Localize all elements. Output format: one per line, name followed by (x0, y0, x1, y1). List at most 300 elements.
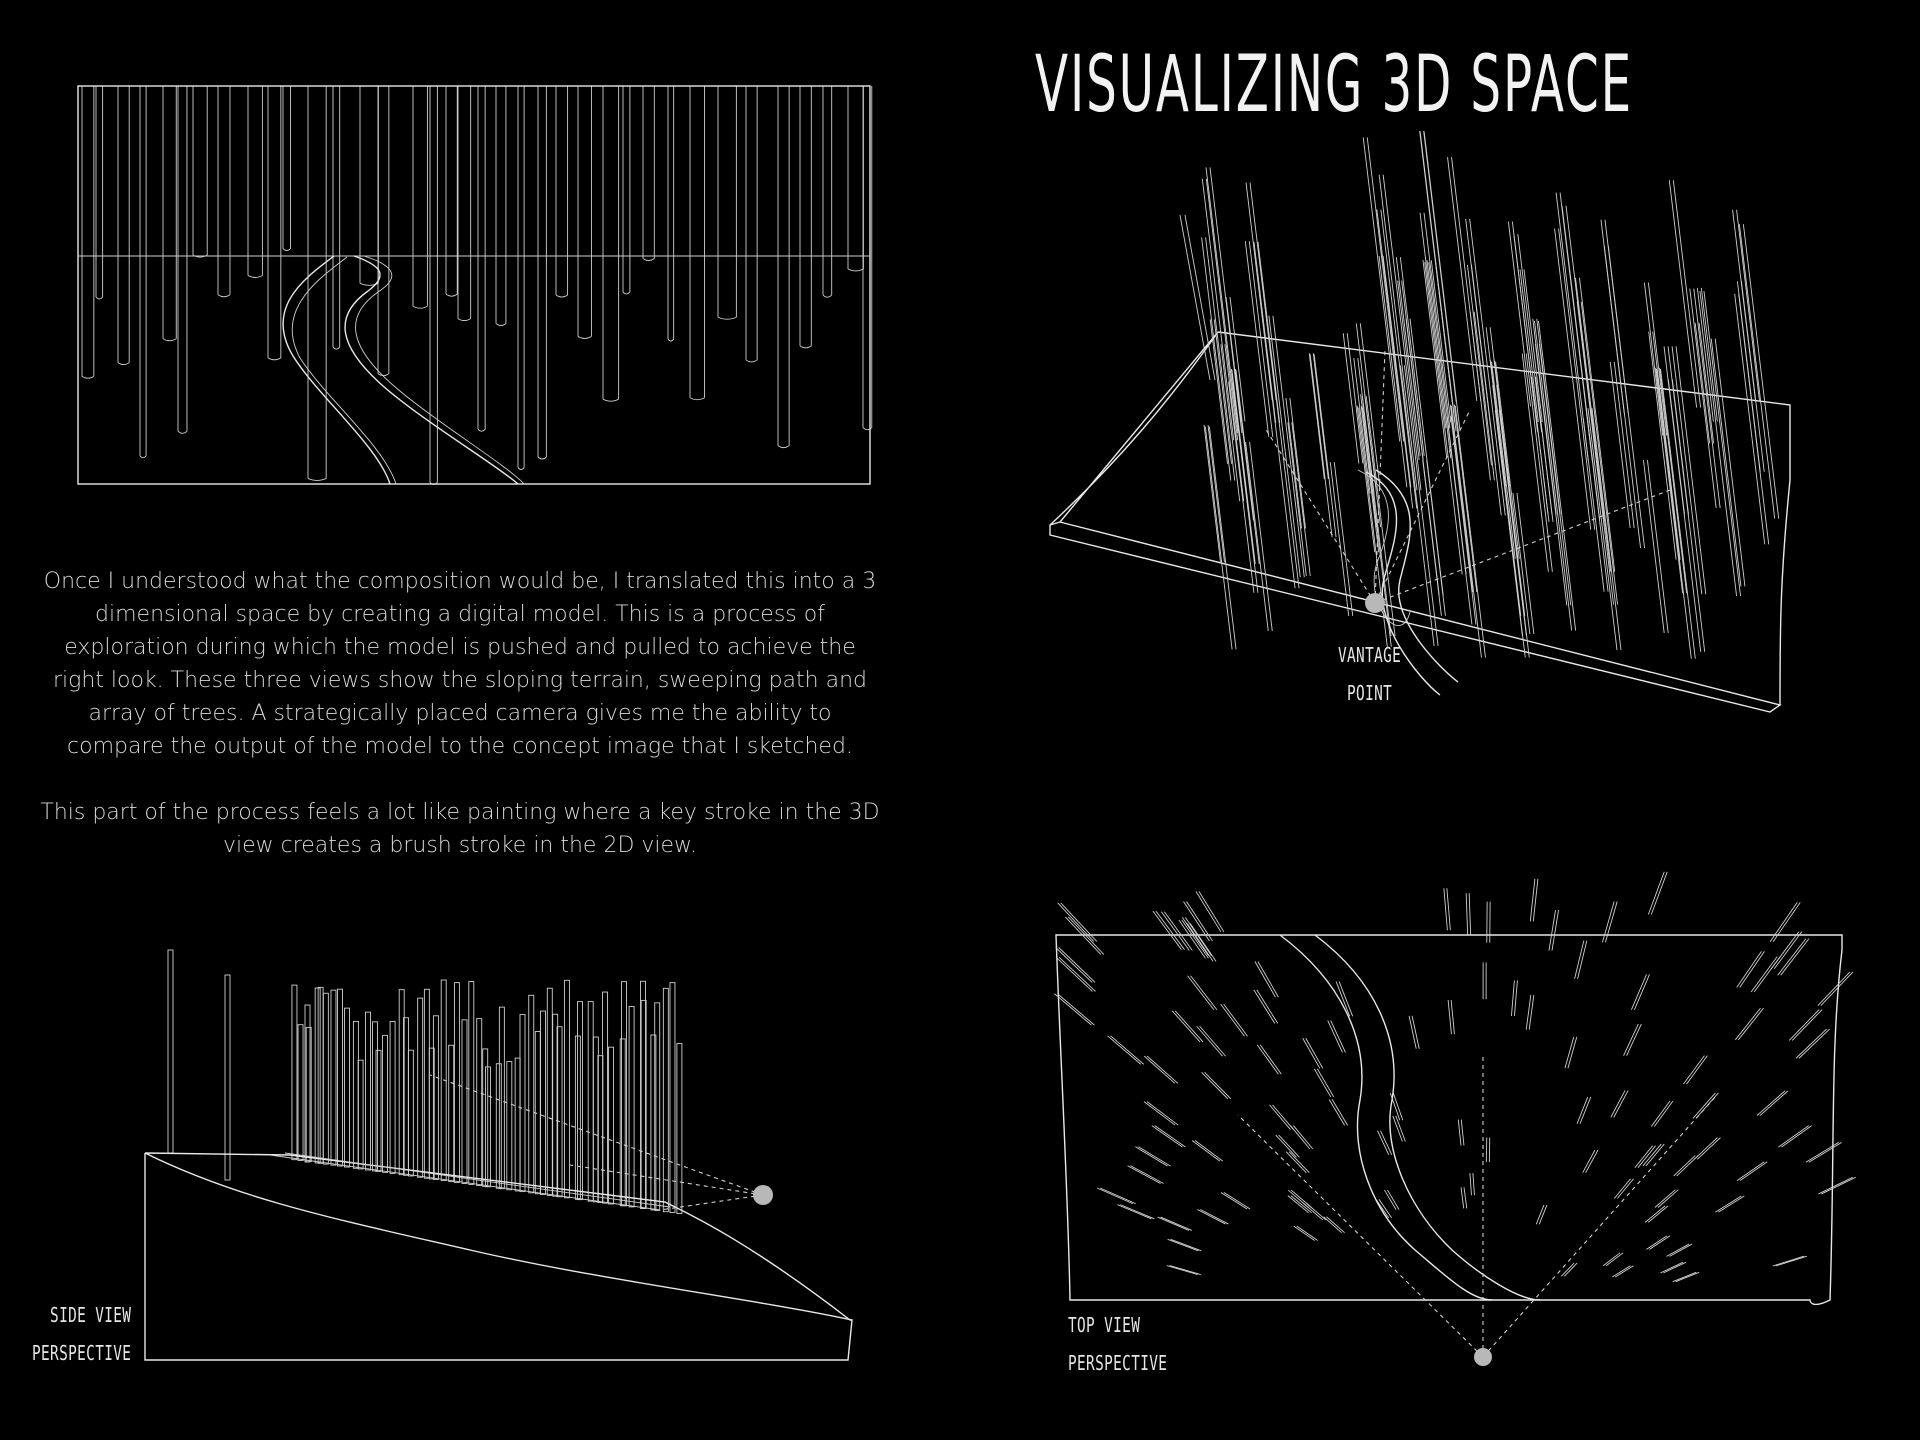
tree-pole (622, 982, 627, 1206)
side-label-line1: SIDE VIEW (50, 1303, 132, 1327)
tree-base (458, 319, 471, 321)
tree-pole (1210, 167, 1242, 433)
tree-pole (323, 993, 328, 1164)
tree-stick (1605, 902, 1617, 943)
tree-pole (1455, 406, 1485, 658)
tree-stick (1602, 902, 1614, 943)
tree-stick (1057, 994, 1094, 1025)
tree-stick (1171, 1239, 1202, 1250)
tree-pole (1347, 333, 1363, 463)
tree-pole (1343, 333, 1359, 463)
tree-base (668, 339, 674, 341)
tree-base (800, 346, 811, 348)
tree-base (178, 431, 187, 433)
tree-pole (1250, 183, 1276, 400)
tree-stick (1221, 1193, 1247, 1209)
tree-pole (168, 950, 173, 1153)
tree-stick (1444, 888, 1448, 930)
tree-base (163, 339, 176, 341)
tree-pole (1254, 242, 1276, 423)
tree-pole (1694, 289, 1720, 509)
tree-pole (1427, 460, 1446, 616)
tree-pole (564, 980, 569, 1197)
top-label-line2: PERSPECTIVE (1068, 1351, 1168, 1375)
side-label-line2: PERSPECTIVE (32, 1341, 132, 1365)
tree-stick (1303, 1203, 1323, 1220)
tree-base (848, 269, 863, 271)
tree-stick (1771, 932, 1799, 969)
tree-pole (424, 989, 429, 1178)
tree-pole (1739, 224, 1774, 518)
tree-pole (1246, 442, 1269, 631)
tree-stick (1511, 980, 1514, 1016)
tree-pole (315, 988, 320, 1163)
tree-stick (1182, 920, 1209, 958)
tree-pole (1286, 398, 1302, 528)
tree-stick (1760, 1091, 1788, 1116)
paragraph-1: Once I understood what the composition would be, I translated this into a 3 dimensional space by creating a digital model. This is a process of exploration during which the model is pushed and pulled to achieve the right look. These three views show the sloping terrain, sweeping path and array of trees. A strategically placed camera gives me the ability to compare the output of the model to the concept image that I sketched. (43, 569, 877, 759)
tree-stick (1631, 974, 1646, 1009)
tree-stick (1138, 1147, 1170, 1166)
tree-pole (1314, 354, 1336, 537)
tree-stick (1583, 1150, 1595, 1173)
tree-base (218, 295, 230, 297)
tree-stick (1617, 1179, 1633, 1199)
tree-pole (1648, 283, 1666, 436)
tree-pole (337, 989, 342, 1166)
tree-pole (1649, 332, 1676, 560)
tree-stick (1328, 1021, 1343, 1053)
tree-stick (1152, 1126, 1183, 1147)
tree-stick (1737, 1162, 1764, 1181)
tree-pole (1539, 321, 1576, 631)
tree-pole (1231, 369, 1249, 520)
tree-pole (1470, 219, 1506, 515)
tree-pole (376, 1050, 381, 1171)
tree-pole (1210, 319, 1227, 463)
tree-stick (1056, 947, 1093, 982)
tree-base (82, 376, 94, 378)
paragraph-2: This part of the process feels a lot like painting where a key stroke in the 3D view creates a brush stroke in the 2D view. (40, 800, 880, 858)
tree-stick (1809, 1142, 1842, 1162)
tree-pole (1235, 369, 1253, 520)
tree-stick (1306, 1203, 1326, 1220)
tree-pole (1690, 289, 1716, 509)
tree-base (283, 249, 290, 251)
tree-pole (292, 985, 297, 1160)
tree-stick (1294, 1226, 1315, 1240)
tree-stick (1586, 1150, 1598, 1173)
tree-stick (1197, 1026, 1223, 1056)
tree-stick (1135, 1147, 1167, 1166)
tree-pole (1454, 405, 1477, 593)
tree-pole (390, 1021, 395, 1173)
tree-stick (1580, 1097, 1591, 1124)
tree-pole (1383, 175, 1421, 490)
tree-stick (1270, 1105, 1291, 1130)
tree-stick (1161, 912, 1189, 951)
tree-stick (1059, 957, 1096, 991)
tree-pole (344, 1008, 349, 1167)
tree-stick (1144, 1056, 1175, 1083)
tree-pole (1647, 460, 1668, 633)
tree-pole (1577, 302, 1613, 605)
tree-pole (1514, 234, 1538, 432)
tree-pole (418, 998, 423, 1177)
tree-pole (1535, 344, 1566, 606)
tree-pole (677, 1044, 682, 1214)
tree-stick (1697, 1138, 1720, 1160)
tree-pole (1735, 294, 1765, 544)
side-view-label (32, 1296, 131, 1372)
tree-stick (1147, 1056, 1178, 1083)
tree-stick (1202, 1072, 1228, 1098)
tree-stick (1674, 1156, 1696, 1176)
tree-stick (1781, 1126, 1811, 1148)
tree-pole (1309, 353, 1324, 479)
tree-base (518, 468, 524, 470)
top-view-label (1068, 1306, 1167, 1382)
tree-pole (372, 1022, 377, 1171)
tree-stick (1466, 893, 1468, 935)
tree-pole (1556, 193, 1588, 461)
tree-base (690, 398, 705, 400)
tree-stick (1461, 1120, 1464, 1146)
tree-pole (331, 990, 336, 1165)
tree-stick (1649, 1236, 1670, 1250)
tree-base (268, 358, 281, 360)
tree-stick (1097, 1188, 1132, 1204)
tree-stick (1615, 1266, 1633, 1277)
tree-stick (1387, 1190, 1399, 1210)
tree-stick (1718, 1196, 1744, 1212)
tree-stick (1658, 1190, 1678, 1208)
tree-stick (1447, 888, 1451, 930)
tree-stick (1224, 1193, 1250, 1209)
tree-pole (1451, 416, 1476, 624)
tree-stick (1789, 1010, 1819, 1041)
tree-pole (663, 988, 668, 1211)
tree-stick (1774, 932, 1802, 969)
tree-pole (1204, 425, 1220, 562)
tree-base (538, 457, 546, 459)
tree-stick (1205, 1072, 1231, 1098)
tree-base (118, 363, 129, 365)
tree-stick (1634, 974, 1649, 1009)
tree-pole (1246, 183, 1272, 400)
tree-stick (1757, 1091, 1785, 1116)
tree-pole (520, 1015, 525, 1192)
tree-pole (499, 1007, 504, 1189)
tree-stick (1654, 1101, 1673, 1126)
vantage-label-line2: POINT (1347, 681, 1393, 705)
tree-stick (1111, 1036, 1144, 1064)
tree-pole (298, 1025, 303, 1161)
tree-base (333, 347, 340, 349)
tree-pole (1704, 291, 1741, 596)
tree-stick (1258, 962, 1279, 998)
tree-stick (1306, 1038, 1323, 1068)
tree-stick (1108, 1036, 1141, 1064)
tree-pole (1711, 339, 1741, 587)
tree-stick (1646, 1236, 1667, 1250)
tree-pole (1496, 362, 1520, 559)
vantage-label-line1: VANTAGE (1338, 643, 1402, 667)
tree-pole (541, 1011, 546, 1194)
tree-stick (1773, 1256, 1804, 1266)
tree-stick (1170, 1266, 1201, 1275)
tree-stick (1461, 1187, 1464, 1208)
tree-stick (1676, 1272, 1700, 1281)
tree-pole (629, 1007, 634, 1207)
tree-pole (454, 983, 459, 1183)
tree-pole (1536, 377, 1553, 522)
tree-stick (1549, 910, 1556, 950)
tree-stick (1221, 1004, 1245, 1036)
tree-pole (1700, 291, 1737, 596)
tree-stick (1175, 1011, 1203, 1042)
tree-stick (1614, 1179, 1630, 1199)
tree-pole (1208, 425, 1224, 562)
tree-pole (366, 1012, 371, 1170)
tree-pole (449, 1045, 454, 1181)
tree-stick (1286, 1152, 1306, 1173)
tree-pole (1610, 362, 1630, 528)
tree-stick (1715, 1196, 1741, 1212)
tree-pole (507, 1062, 512, 1190)
tree-pole (1429, 262, 1466, 574)
tree-pole (225, 975, 230, 1180)
tree-pole (1310, 354, 1332, 537)
tree-pole (1539, 344, 1570, 606)
tree-base (308, 478, 326, 480)
tree-stick (1564, 1263, 1577, 1276)
tree-stick (1172, 1011, 1200, 1042)
tree-stick (1577, 1097, 1588, 1124)
tree-pole (1404, 365, 1438, 646)
tree-stick (1153, 911, 1182, 950)
tree-stick (1260, 1045, 1281, 1074)
tree-pole (515, 1058, 520, 1191)
tree-stick (1740, 951, 1765, 987)
tree-stick (1603, 1253, 1620, 1266)
tree-stick (1155, 1126, 1186, 1147)
tree-stick (1128, 1166, 1161, 1184)
tree-stick (1331, 1021, 1346, 1053)
side-camera-dot (753, 1185, 773, 1205)
tree-pole (1669, 180, 1696, 407)
tree-stick (1332, 1099, 1348, 1125)
tree-base (496, 324, 506, 326)
tree-base (378, 374, 389, 376)
tree-pole (1579, 278, 1614, 572)
tree-stick (1781, 939, 1809, 976)
tree-pole (1588, 408, 1617, 650)
tree-stick (1624, 1024, 1639, 1056)
tree-stick (1673, 1272, 1697, 1281)
tree-pole (318, 987, 323, 1163)
tree-stick (1614, 1091, 1628, 1118)
tree-stick (1822, 1177, 1856, 1194)
tree-stick (1131, 1166, 1164, 1184)
tree-stick (1144, 1102, 1175, 1125)
tree-base (746, 360, 757, 362)
tree-stick (1664, 1262, 1686, 1273)
tree-pole (496, 1064, 501, 1189)
tree-stick (1409, 1016, 1416, 1049)
tree-stick (1200, 1026, 1226, 1056)
tree-pole (408, 1050, 413, 1176)
top-camera-dot (1474, 1348, 1492, 1366)
tree-pole (1206, 167, 1238, 433)
tree-stick (1324, 1217, 1342, 1233)
tree-stick (1327, 1217, 1345, 1233)
tree-pole (1367, 137, 1403, 441)
tree-stick (1469, 893, 1471, 935)
tree-stick (1792, 1010, 1822, 1041)
tree-stick (1257, 1045, 1278, 1074)
page-title: VISUALIZING 3D SPACE (1035, 40, 1634, 130)
tree-stick (1329, 1099, 1345, 1125)
tree-stick (1384, 1190, 1396, 1210)
tree-stick (1458, 1120, 1461, 1146)
tree-stick (1693, 1093, 1715, 1118)
tree-pole (462, 1020, 467, 1184)
tree-base (96, 297, 103, 299)
tree-stick (1818, 972, 1850, 1006)
tree-stick (1606, 1253, 1623, 1266)
tree-stick (1279, 1135, 1300, 1157)
tree-stick (1451, 1000, 1454, 1034)
tree-pole (1214, 319, 1231, 463)
tree-pole (1451, 406, 1481, 658)
tree-stick (1161, 1217, 1192, 1230)
tree-stick (1669, 1244, 1692, 1256)
tree-base (823, 295, 832, 297)
tree-stick (1224, 1004, 1248, 1036)
tree-stick (1117, 1205, 1151, 1219)
tree-stick (1317, 1069, 1333, 1097)
tree-stick (1191, 976, 1217, 1010)
tree-stick (1778, 939, 1806, 976)
tree-pole (1644, 283, 1662, 436)
tree-stick (1192, 1140, 1220, 1161)
tree-pole (1715, 339, 1745, 587)
tree-stick (1303, 1038, 1320, 1068)
description-text (40, 565, 880, 895)
tree-stick (1806, 1142, 1839, 1162)
tree-stick (1740, 1162, 1767, 1181)
tree-stick (1289, 1152, 1309, 1173)
tree-stick (1796, 1029, 1827, 1058)
tree-pole (1604, 246, 1640, 549)
tree-base (140, 456, 146, 458)
tree-stick (1666, 1244, 1689, 1256)
tree-stick (1661, 1262, 1683, 1273)
tree-pole (469, 982, 474, 1185)
vantage-point-label (1338, 636, 1401, 712)
tree-pole (1535, 321, 1572, 631)
tree-stick (1168, 1239, 1199, 1250)
tree-stick (1188, 976, 1214, 1010)
side-view-illustration (140, 910, 860, 1370)
tree-stick (1770, 902, 1797, 941)
tree-pole (609, 1047, 614, 1204)
tree-base (413, 306, 427, 308)
tree-stick (1645, 1206, 1665, 1222)
tree-base (248, 275, 262, 277)
tree-pole (1258, 242, 1280, 423)
tree-pole (529, 995, 534, 1193)
tree-stick (1197, 1210, 1225, 1225)
tree-stick (1735, 1008, 1760, 1040)
tree-stick (1377, 1131, 1388, 1155)
tree-stick (1612, 1266, 1630, 1277)
tree-stick (1314, 1069, 1330, 1097)
tree-stick (1683, 1056, 1704, 1085)
tree-stick (1651, 872, 1667, 915)
tree-stick (1778, 1126, 1808, 1148)
tree-stick (1627, 1024, 1642, 1056)
tree-stick (1290, 1126, 1309, 1149)
tree-base (778, 446, 789, 448)
tree-base (446, 294, 457, 296)
tree-stick (1195, 1140, 1223, 1161)
tree-pole (1513, 493, 1530, 634)
tree-pole (1450, 405, 1473, 593)
tree-base (603, 399, 619, 401)
tree-base (556, 295, 568, 297)
tree-base (718, 317, 736, 319)
tree-pole (1250, 442, 1273, 631)
tree-base (623, 292, 630, 294)
tree-stick (1738, 1008, 1763, 1040)
tree-base (478, 429, 485, 431)
tree-stick (1799, 1029, 1830, 1058)
tree-pole (1614, 362, 1634, 528)
tree-stick (1297, 1226, 1318, 1240)
vantage-camera-dot (1365, 593, 1385, 613)
tree-stick (1737, 951, 1762, 987)
tree-stick (1552, 910, 1559, 950)
tree-stick (1819, 1177, 1853, 1194)
tree-stick (1187, 923, 1213, 961)
tree-base (643, 259, 654, 261)
tree-pole (1643, 460, 1664, 633)
camera-view-illustration (78, 86, 872, 486)
tree-stick (1655, 1190, 1675, 1208)
tree-stick (1120, 1205, 1154, 1219)
tree-base (578, 336, 591, 338)
tree-stick (1164, 912, 1192, 951)
tree-stick (1648, 1206, 1668, 1222)
tree-stick (1776, 1256, 1807, 1266)
tree-stick (1651, 1101, 1670, 1126)
tree-stick (1293, 1126, 1312, 1149)
tree-stick (1470, 1173, 1472, 1195)
tree-pole (1202, 179, 1233, 440)
top-label-line1: TOP VIEW (1068, 1313, 1141, 1337)
tree-stick (1464, 1187, 1467, 1208)
tree-stick (1336, 981, 1350, 1016)
tree-stick (1561, 1263, 1574, 1276)
tree-stick (1751, 957, 1777, 992)
tree-stick (1694, 1138, 1717, 1160)
tree-stick (1254, 990, 1275, 1024)
tree-pole (620, 1039, 625, 1206)
tree-pole (547, 988, 552, 1195)
tree-pole (1313, 353, 1328, 479)
